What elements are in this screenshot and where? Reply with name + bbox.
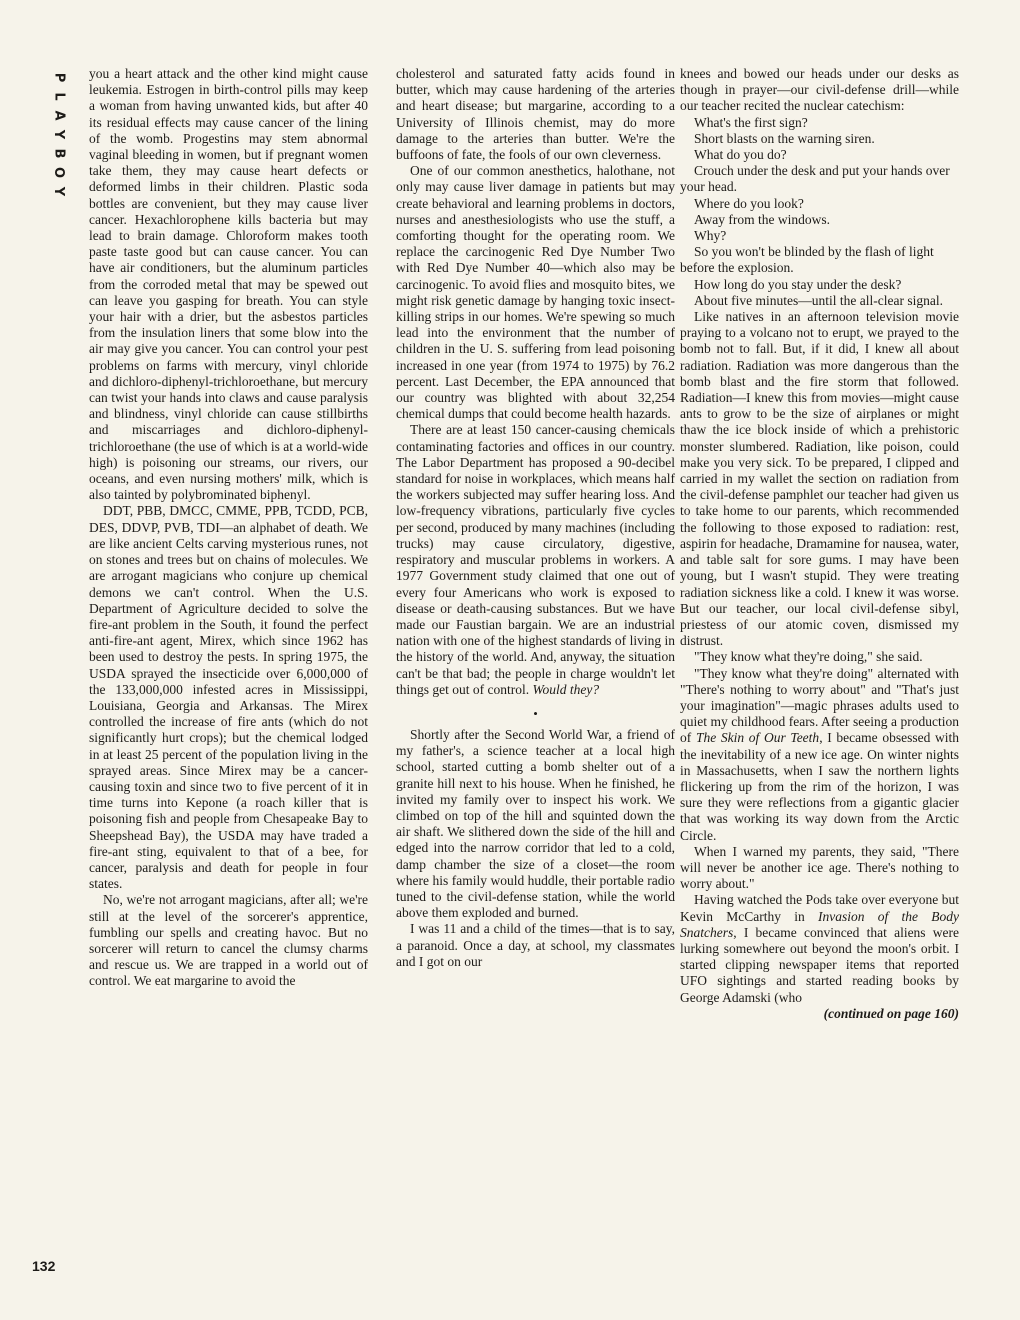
paragraph: "They know what they're doing," she said. [694,649,923,665]
paragraph: One of our common anesthetics, halothane, not only may cause liver damage in patients but may create behavioral and learning problems in doctors, nurses and anesthesiologists who use the stuff, a comforting thought for the operating room. We replace the carcinogenic Red Dye Number Two with Red Dye Number 40—which also may be carcinogenic. To avoid flies and mosquito bites, we might risk genetic damage by hanging toxic insect-killing strips in our homes. We're spewing so much lead into the environment that the number of children in the U. S. suffering from lead poisoning increased in one year (from 1974 to 1975) by 76.2 percent. Last December, the EPA announced that our country was blighted with about 32,254 chemical dumps that could become health hazards. [396,163,675,422]
running-head-letter: P [51,72,67,83]
catechism-line: What's the first sign? [694,114,808,130]
paragraph [396,422,675,697]
paragraph-text: There are at least 150 cancer-causing chemicals contaminating factories and offices in our country. The Labor Department has proposed a 90-decibel standard for noise in workplaces, which means half the workers subjected may suffer hearing loss. And low-frequency vibrations, particularly five cycles per second, produced by many machines (including trucks) may cause circulatory, digestive, respiratory and muscular problems in workers. A 1977 Government study claimed that one out of every four Americans who work is exposed to disease or death-causing substances. But we have made our Faustian bargain. We are an industrial nation with one of the highest standards of living in the history of the world. And, anyway, the situation can't be that bad; the people in charge wouldn't let things get out of control. [396,422,675,697]
rhetorical-question: Would they? [532,681,600,697]
paragraph: Like natives in an afternoon television movie praying to a volcano not to erupt, we prayed to the bomb not to fall. But, if it did, I knew all about radiation. Radiation was more dangerous than the bomb blast and the fire storm that followed. Radiation—I knew this from movies—might cause ants to grow to be the size of airplanes or might thaw the ice block inside of which a prehistoric monster slumbered. Radiation, like poison, could make you very sick. To be prepared, I clipped and carried in my wallet the section on radiation from the civil-defense pamphlet our teacher had given us to take home to our parents, which recommended the following to those exposed to radiation: rest, aspirin for headache, Dramamine for nausea, water, and table salt for sore gums. I may have been young, but I wasn't stupid. They were treating radiation sickness like a cold. I knew it was worse. But our teacher, our local civil-defense sibyl, priestess of our atomic coven, dismissed my distrust. [680,309,959,649]
paragraph: DDT, PBB, DMCC, CMME, PPB, TCDD, PCB, DES, DDVP, PVB, TDI—an alphabet of death. We are like ancient Celts carving mysterious runes, not on stones and trees but on chains of molecules. We are arrogant magicians who conjure up chemical demons we can't control. When the U.S. Department of Agriculture decided to solve the fire-ant problem in the South, it found the perfect anti-fire-ant agent, Mirex, which since 1962 has been used to destroy the pests. In spring 1975, the USDA sprayed the insecticide over 6,000,000 of the 133,000,000 infested acres in Mississippi, Louisiana, Georgia and Arkansas. The Mirex controlled the increase of fire ants (which do not significantly hurt crops); but the chemical lodged in at least 25 percent of the population living in the sprayed areas. Since Mirex may be a cancer-causing toxin and since two to five percent of it in time turns into Kepone (a roach killer that is poisoning fish and people from Chesapeake Bay to Sheepshead Bay), the USDA may have traded a fire-ant sting, equivalent to that of a bee, for cancer, paralysis and death for people in four states. [89,503,368,892]
text-column-3 [680,66,959,1022]
catechism-line: Away from the windows. [694,211,830,227]
paragraph: No, we're not arrogant magicians, after all; we're still at the level of the sorcerer's apprentice, fumbling our spells and creating havoc. But no sorcerer will return to cancel the clumsy charms and rescue us. We are trapped in a world out of control. We eat margarine to avoid the [89,892,368,989]
text-column-2 [396,66,675,970]
paragraph: you a heart attack and the other kind might cause leukemia. Estrogen in birth-control pills may keep a woman from having unwanted kids, but after 40 its residual effects may cause cancer of the lining of the womb. Progestins may stem abnormal vaginal bleeding in women, but if pregnant women take them, they may cause heart defects or deformed limbs in their children. Plastic soda bottles are convenient, but they may cause liver cancer. Hexachlorophene kills bacteria but may lead to brain damage. Chloroform makes tooth paste taste good but can cause cancer. You can have air conditioners, but the aluminum particles from the corroded metal that may be spewed out can leave you gasping for breath. You can style your hair with a drier, but the asbestos particles from the insulation liners that some blow into the air may give you cancer. You can control your pest problems on farms with mercury, vinyl chloride and dichloro-diphenyl-trichloroethane, but mercury can twist your hands into claws and cause paralysis and blindness, vinyl chloride can cause stillbirths and miscarriages and dichloro-diphenyl-trichloroethane (the use of which is at a world-wide high) is poisoning our streams, our rivers, our oceans, and even nursing mothers' milk, which is also tainted by polybrominated biphenyl. [89,66,368,503]
catechism-line: Where do you look? [694,195,804,211]
paragraph-text: , I became convinced that aliens were lurking somewhere out beyond the moon's orbit. I started clipping newspaper items that reported UFO sightings and started reading books by George Adamski (who [680,924,959,1005]
paragraph-text: , I became obsessed with the inevitability of a new ice age. On winter nights in Massachusetts, when I saw the northern lights flickering up from the rim of the horizon, I was sure they were reflections from a gigantic glacier that was working its way down from the Arctic Circle. [680,730,960,843]
running-head-letter: O [51,166,67,179]
catechism-line: Crouch under the desk and put your hands over your head. [680,163,950,195]
catechism-line: Short blasts on the warning siren. [694,130,875,146]
catechism-line: Why? [694,228,727,244]
running-head-letter: Y [51,186,67,197]
continued-note: (continued on page 160) [823,1005,959,1021]
film-title: Invasion of the Body Snatchers [680,908,959,940]
running-head-letter: B [51,148,67,159]
catechism-line: What do you do? [694,147,787,163]
paragraph: cholesterol and saturated fatty acids found in butter, which may cause hardening of the arteries and heart disease; but margarine, according to a University of Illinois chemist, may do more damage to the arteries than butter. We're the buffoons of fate, the fools of our own cleverness. [396,66,675,163]
paragraph-text: Having watched the Pods take over everyone but Kevin McCarthy in [680,892,959,924]
section-break-bullet: • [533,705,538,721]
paragraph: Shortly after the Second World War, a friend of my father's, a science teacher at a local high school, started cutting a bomb shelter out of a granite hill next to his house. When he finished, he invited my family over to inspect his work. We climbed on top of the hill and squinted down the air shaft. We slithered down the side of the hill and edged into the narrow corridor that led to a cold, damp chamber the size of a closet—the room where his family would huddle, their portable radio tuned to the civil-defense station, while the world above them exploded and burned. [396,726,675,921]
running-head-letter: L [51,92,67,101]
play-title: The Skin of Our Teeth [695,730,820,746]
paragraph: I was 11 and a child of the times—that is to say, a paranoid. Once a day, at school, my classmates and I got on our [396,921,675,969]
page-number: 132 [32,1258,56,1274]
paragraph [680,666,959,844]
catechism-line: How long do you stay under the desk? [694,276,902,292]
paragraph: knees and bowed our heads under our desks as though in prayer—our civil-defense drill—while our teacher recited the nuclear catechism: [680,66,959,114]
text-column-1 [89,66,368,990]
paragraph: When I warned my parents, they said, "There will never be another ice age. There's nothing to worry about." [680,843,959,892]
running-head-letter: Y [51,129,67,140]
paragraph [680,892,959,1005]
catechism-line: So you won't be blinded by the flash of light before the explosion. [680,244,934,276]
paragraph-text: "They know what they're doing" alternated with "There's nothing to worry about" and "That's just your imagination"—magic phrases adults used to quiet my childhood fears. After seeing a production of [680,665,959,746]
running-head-letter: A [51,110,67,121]
running-head [48,68,70,201]
catechism-line: About five minutes—until the all-clear signal. [694,292,943,308]
